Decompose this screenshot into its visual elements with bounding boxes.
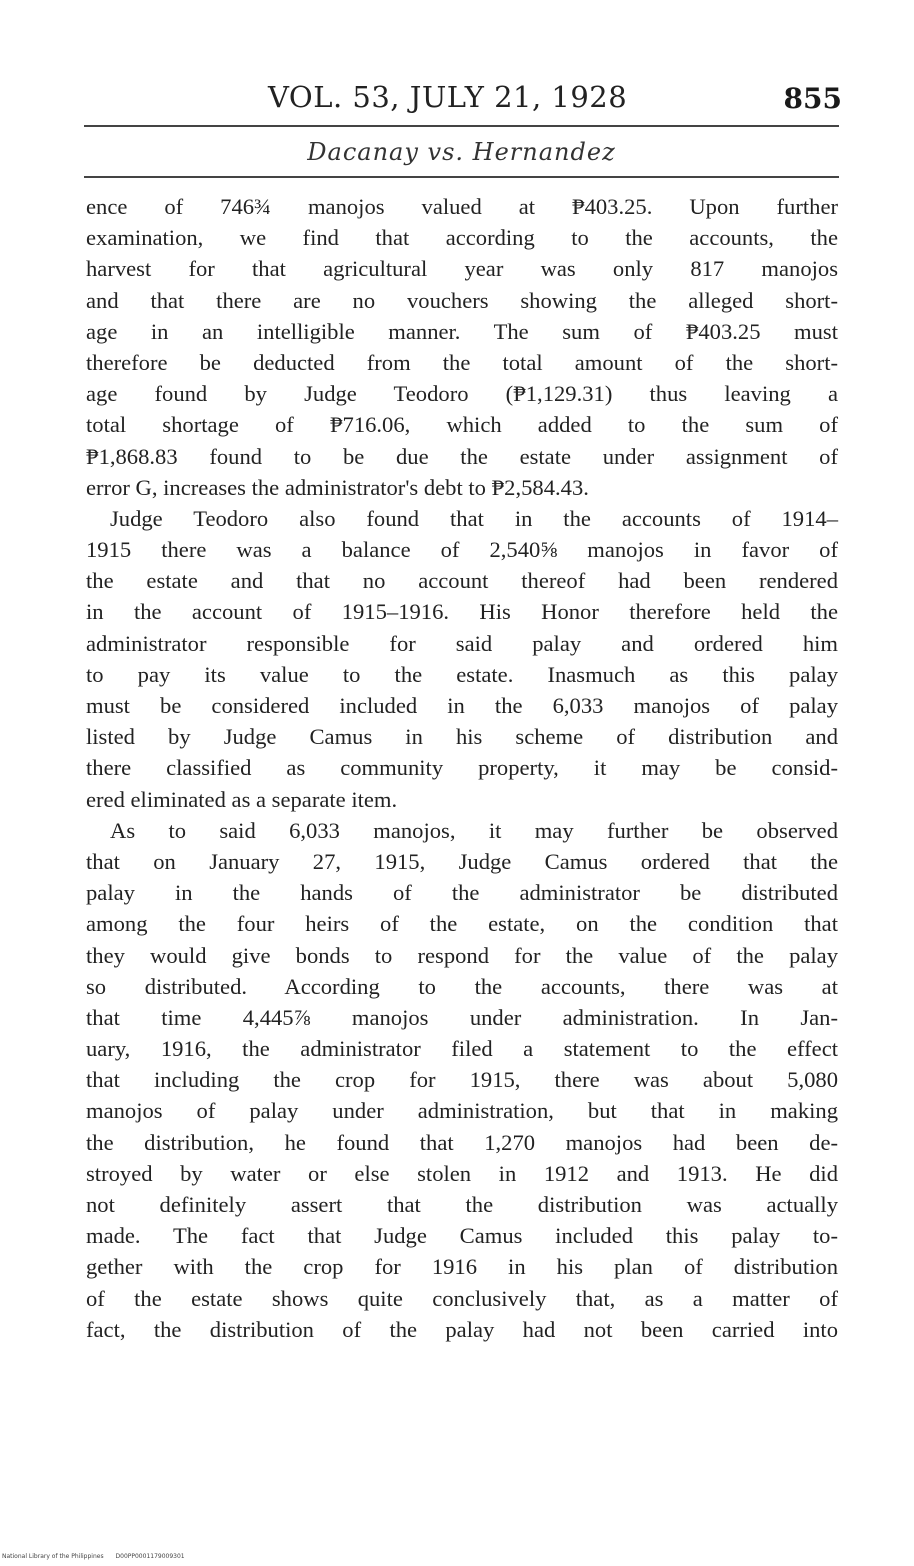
text-line: error G, increases the administrator's debt to ₱2,584.43. <box>86 474 589 500</box>
text-line: the estate and that no account thereof had been rendered <box>86 568 838 594</box>
text-line: the distribution, he found that 1,270 manojos had been de- <box>86 1129 838 1155</box>
text-line: ₱1,868.83 found to be due the estate under assignment of <box>86 443 838 469</box>
text-line: must be considered included in the 6,033 manojos of palay <box>86 693 838 718</box>
text-line: harvest for that agricultural year was only 817 manojos <box>86 256 838 282</box>
text-line: gether with the crop for 1916 in his plan of distribution <box>86 1254 838 1280</box>
header-rule-bottom <box>84 176 839 178</box>
text-line: therefore be deducted from the total amount of the short- <box>86 349 838 375</box>
paragraph-3 <box>86 815 838 1345</box>
text-line: Judge Teodoro also found that in the accounts of 1914– <box>110 505 838 531</box>
text-line: listed by Judge Camus in his scheme of distribution and <box>86 724 838 750</box>
text-line: that on January 27, 1915, Judge Camus ordered that the <box>86 848 838 874</box>
text-line: ered eliminated as a separate item. <box>86 786 398 812</box>
text-line: examination, we find that according to the accounts, the <box>86 225 838 251</box>
text-line: that time 4,445⅞ manojos under administration. In Jan- <box>86 1004 838 1030</box>
text-line: so distributed. According to the accounts, there was at <box>86 973 838 999</box>
running-head: Dacanay vs. Hernandez <box>307 138 616 166</box>
text-line: they would give bonds to respond for the value of the palay <box>86 942 838 968</box>
text-line: age in an intelligible manner. The sum of ₱403.25 must <box>86 318 838 344</box>
text-line: ence of 746¾ manojos valued at ₱403.25. Upon further <box>86 194 838 219</box>
text-line: among the four heirs of the estate, on the condition that <box>86 911 838 937</box>
text-line: palay in the hands of the administrator be distributed <box>86 880 838 906</box>
text-line: made. The fact that Judge Camus included this palay to- <box>86 1223 838 1249</box>
text-line: age found by Judge Teodoro (₱1,129.31) thus leaving a <box>86 381 838 407</box>
page-number: 855 <box>783 82 842 115</box>
library-name: National Library of the Philippines <box>2 1553 104 1560</box>
text-line: there classified as community property, it may be consid- <box>86 755 838 781</box>
text-line: to pay its value to the estate. Inasmuch as this palay <box>86 661 838 687</box>
volume-header: VOL. 53, JULY 21, 1928 <box>268 80 628 114</box>
text-line: that including the crop for 1915, there was about 5,080 <box>86 1067 838 1093</box>
text-line: and that there are no vouchers showing the alleged short- <box>86 287 838 313</box>
scan-footer <box>2 1553 195 1560</box>
text-line: not definitely assert that the distribution was actually <box>86 1192 838 1217</box>
text-line: administrator responsible for said palay and ordered him <box>86 630 838 656</box>
text-line: uary, 1916, the administrator filed a statement to the effect <box>86 1036 838 1062</box>
text-line: fact, the distribution of the palay had not been carried into <box>86 1316 838 1342</box>
text-line: stroyed by water or else stolen in 1912 and 1913. He did <box>86 1160 838 1186</box>
text-line: manojos of palay under administration, but that in making <box>86 1098 838 1124</box>
text-line: As to said 6,033 manojos, it may further be observed <box>110 817 838 843</box>
body-text <box>86 191 838 1345</box>
document-code: D00PP0001179009301 <box>115 1553 185 1560</box>
text-line: of the estate shows quite conclusively that, as a matter of <box>86 1285 838 1311</box>
text-line: total shortage of ₱716.06, which added to the sum of <box>86 412 838 438</box>
header-rule-top <box>84 125 839 127</box>
text-line: in the account of 1915–1916. His Honor therefore held the <box>86 599 838 625</box>
paragraph-2 <box>86 503 838 815</box>
paragraph-1 <box>86 191 838 503</box>
text-line: 1915 there was a balance of 2,540⅝ manojos in favor of <box>86 537 838 563</box>
